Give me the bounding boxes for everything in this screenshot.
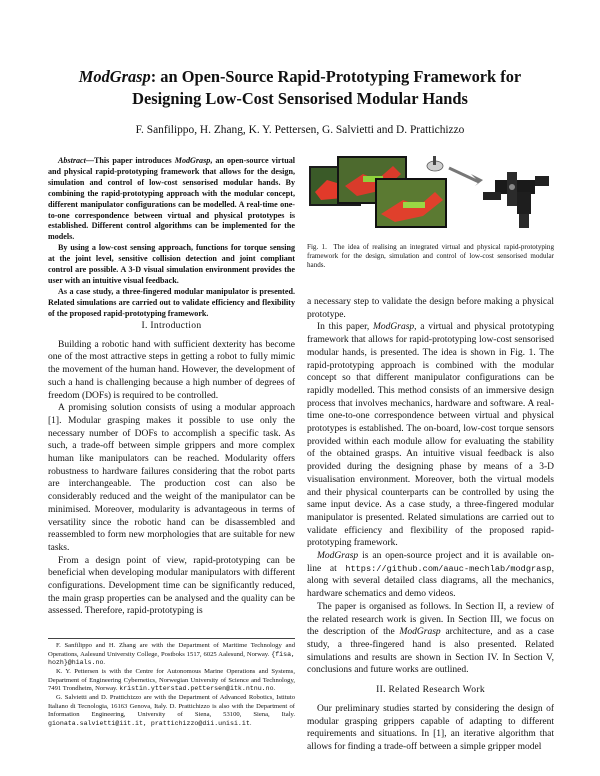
- right-p1-text-a: In this paper,: [317, 322, 373, 333]
- title-line-2: Designing Low-Cost Sensorised Modular Hands: [132, 89, 468, 108]
- correspondence-arrow: [449, 168, 479, 182]
- right-column: [307, 296, 554, 754]
- right-p1-emphasis: ModGrasp: [372, 322, 415, 333]
- right-paragraph-1: [307, 321, 554, 550]
- figure-1-illustration: [307, 152, 554, 238]
- right-p2-text-b: , along with several detailed class diagrams, all the mechanics, hardware schematics and demo videos.: [307, 563, 554, 600]
- right-p2-text-a: is an open-source project and it is available on-line at: [307, 551, 554, 574]
- footnote-3: [48, 694, 295, 728]
- footnote-1-text: F. Sanfilippo and H. Zhang are with the Department of Maritime Technology and Operations, Aalesund University College, Postboks 1517, 6025 Aalesund, Norway.: [48, 642, 295, 658]
- virtual-finger-3: [403, 202, 425, 208]
- intro-paragraph-3: From a design point of view, rapid-prototyping can be beneficial when developing modular manipulators with different configurations. Development time can be significantly reduced, the main grasp properties can be analysed and the quality can be assessed. Therefore, rapid-prototyping is: [48, 555, 295, 617]
- paper-title: [40, 66, 560, 110]
- finger-tip: [519, 214, 529, 228]
- right-p3-emphasis: ModGrasp: [399, 627, 441, 638]
- title-emphasis: ModGrasp: [78, 67, 151, 86]
- abstract-text-b: , an open-source virtual and physical rapid-prototyping framework that allows for the design, simulation and control of low-cost sensorised modular hands. By combining the rapid-prototyping approach with the modular concept, different manipulator configurations can be modelled. A real-time one-to-one correspondence between virtual and physical prototypes is established. Different control algorithms can be implemented for the models.: [48, 156, 295, 242]
- finger-module-3: [535, 176, 549, 186]
- footnote-1-email: {fisa, hozh}@hials.no: [48, 650, 295, 666]
- footnote-1: [48, 642, 295, 668]
- footnote-1-end: .: [103, 659, 106, 666]
- intro-paragraph-2: A promising solution consists of using a modular approach [1]. Modular grasping makes it possible to use only the necessary number of DOFs to accomplish a specific task. As such, a trade-off between simple grippers and more complex human like manipulators can be reached. Modularity offers robustness to hardware failures considering that the robot parts are interchangeable. The production cost can also be considerably reduced and the weight of the manipulator can be minimised. Moreover, modularity is advantageous in terms of versatility since the robotic hand can be disassembled and reassembled to form new morphologies that are suitable for new tasks.: [48, 403, 295, 553]
- footnote-2-text: K. Y. Pettersen is with the Centre for Autonomous Marine Operations and Systems, Department of Engineering Cybernetics, Norwegian University of Science and Technology, 7491 Trondheim, Norway.: [48, 668, 295, 692]
- right-paragraph-2: [307, 550, 554, 601]
- section-heading-related-work: II. Related Research Work: [376, 684, 485, 696]
- github-link[interactable]: https://github.com/aauc-mechlab/modgrasp: [345, 563, 552, 574]
- joint-servo: [509, 184, 515, 190]
- right-p1-text-b: , a virtual and physical prototyping framework that allows for rapid-prototyping low-cost sensorised modular hands, is presented. The idea is shown in Fig. 1. The rapid-prototyping approach is combined with the modular concept so that different manipulator configurations can be rapidly modelled. This method consists of an immersive design process that involves mechanics, hardware and software. A real-time one-to-one correspondence between virtual and physical prototypes is established. The on-board, low-cost torque sensors provided within each module allow for evaluating the stability of the obtained grasps. An intuitive visual feedback is also provided during the designing phase by means of a 3-D visualisation environment. Moreover, both the virtual models and their physical counterparts can be controlled by using the same input device. As a case study, a three-fingered modular manipulator is presented. Related simulations are carried out to validate efficiency and flexibility of the proposed rapid-prototyping framework.: [307, 322, 554, 549]
- continued-paragraph: a necessary step to validate the design before making a physical prototype.: [307, 297, 554, 320]
- section-heading-introduction: I. Introduction: [141, 320, 202, 331]
- abstract: [48, 156, 295, 320]
- footnote-3-end: .: [249, 719, 252, 727]
- intro-paragraph-1: Building a robotic hand with sufficient dexterity has become one of the most attractive steps in getting a robot to fully mimic the movement of the human hand. However, the development of such a hand is challenging because a high number of degrees of freedom (DOFs) is required to be controlled.: [48, 339, 295, 401]
- abstract-paragraph-2: By using a low-cost sensing approach, functions for torque sensing at the joint level, sensitive collision detection and joint compliant control are possible. A 3-D visual simulation environment provides the user with an intuitive visual feedback.: [48, 243, 295, 285]
- right-p3-text-b: architecture, and as a case study, a three-fingered hand is also presented. Related simulations and results are shown in Section IV. In Section V, conclusions and future works are outlined.: [307, 627, 554, 676]
- right-paragraph-3: [307, 601, 554, 677]
- finger-module-1: [517, 192, 531, 214]
- introduction-section: [48, 320, 295, 618]
- abstract-label: Abstract: [58, 156, 86, 165]
- caption-label: Fig. 1.: [307, 243, 327, 251]
- figure-1: [307, 152, 554, 238]
- finger-module-2: [483, 192, 501, 200]
- footnote-2-email: kristin.ytterstad.pettersen@itk.ntnu.no: [119, 685, 274, 692]
- right-p3-text-a: The paper is organised as follows. In Section II, a review of the related research work is given. In Section III, we focus on the description of the: [307, 601, 554, 638]
- joystick-stick: [433, 156, 436, 165]
- related-work-paragraph-1: Our preliminary studies started by considering the design of modular grasping grippers capable of adapting to different requirements and situations. In [1], an iterative algorithm that allows for finding a trade-off between a simple gripper model: [307, 703, 554, 752]
- footnote-3-email: gionata.salvietti@iit.it, prattichizzo@dii.unisi.it: [48, 719, 250, 727]
- abstract-emphasis: ModGrasp: [174, 156, 211, 165]
- title-line-1: : an Open-Source Rapid-Prototyping Framework for: [150, 67, 522, 86]
- footnote-2-end: .: [273, 685, 276, 692]
- joystick-device: [427, 156, 443, 171]
- footnote-2: [48, 668, 295, 694]
- abstract-paragraph-1: [48, 156, 295, 243]
- abstract-dash: —: [85, 156, 94, 165]
- author-list: F. Sanfilippo, H. Zhang, K. Y. Pettersen, G. Salvietti and D. Prattichizzo: [135, 124, 465, 136]
- figure-1-caption: [307, 243, 554, 271]
- abstract-text-a: This paper introduces: [93, 156, 175, 165]
- right-p2-emphasis: ModGrasp: [317, 551, 359, 562]
- physical-modular-hand: [483, 172, 549, 228]
- footnote-3-text: G. Salvietti and D. Prattichizzo are with the Department of Advanced Robotics, Istituto Italiano di Tecnologia, 16163 Genova, Italy. D. Prattichizzo is also with the Department of Information Engineering, University of Siena, 53100, Siena, Italy.: [48, 694, 295, 718]
- caption-text: The idea of realising an integrated virtual and physical rapid-prototyping framework for the design, simulation and control of low-cost sensorised modular hands.: [307, 243, 554, 270]
- author-footnotes: [48, 638, 295, 729]
- abstract-paragraph-3: As a case study, a three-fingered modular manipulator is presented. Related simulations are carried out to validate efficiency and flexibility of the proposed rapid-prototyping framework.: [48, 286, 295, 318]
